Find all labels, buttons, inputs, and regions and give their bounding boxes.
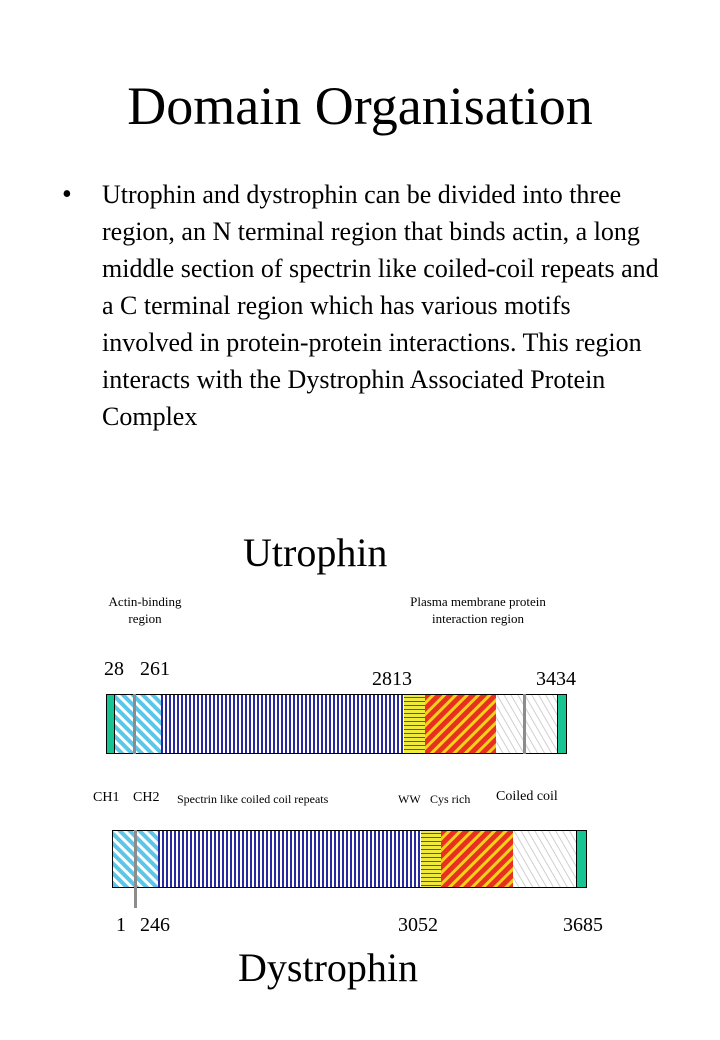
actin-binding-region-label [80,593,210,627]
dystrophin-label: Dystrophin [238,945,418,990]
utrophin-pos-2813: 2813 [372,668,412,690]
spectrin-repeats-label: Spectrin like coiled coil repeats [177,792,329,806]
utrophin-bar-outline [106,694,567,754]
membrane-region-line2: interaction region [431,611,525,626]
dystrophin-pos-1: 1 [116,914,126,936]
cys-rich-label: Cys rich [430,792,471,806]
utrophin-divider-3434 [523,694,526,754]
ch2-label: CH2 [133,790,160,805]
actin-binding-line1: Actin-binding [108,594,182,609]
utrophin-label: Utrophin [243,530,388,575]
bullet-text: Utrophin and dystrophin can be divided into three region, an N terminal region that binds actin, a long middle section of spectrin like coiled-coil repeats and a C terminal region which has various motifs involved in protein-protein interactions. This region interacts with the Dystrophin Associated Protein Complex [102,180,659,431]
coiled-coil-label: Coiled coil [496,789,558,804]
dystrophin-divider-246 [134,830,137,908]
bullet-dot-icon: • [62,179,72,210]
utrophin-pos-3434: 3434 [536,668,576,690]
utrophin-pos-28: 28 [104,658,124,680]
actin-binding-line2: region [128,611,162,626]
dystrophin-pos-3052: 3052 [398,914,438,936]
ww-label: WW [398,792,421,806]
membrane-interaction-region-label [368,593,588,627]
utrophin-pos-261: 261 [140,658,170,680]
membrane-region-line1: Plasma membrane protein [410,594,546,609]
dystrophin-pos-246: 246 [140,914,170,936]
ch1-label: CH1 [93,790,120,805]
utrophin-divider-28 [133,694,136,754]
dystrophin-bar-outline [112,830,587,888]
slide-title: Domain Organisation [127,76,593,136]
dystrophin-pos-3685: 3685 [563,914,603,936]
